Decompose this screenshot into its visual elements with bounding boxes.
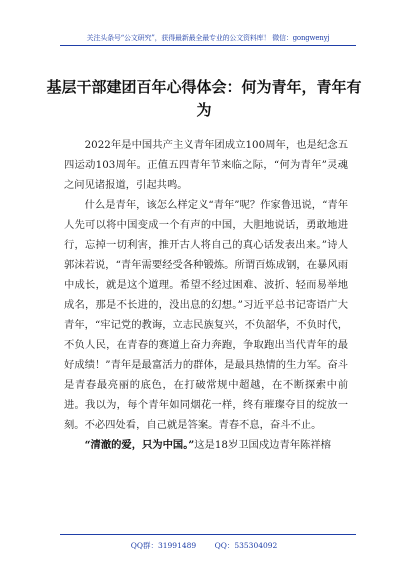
paragraph-1: 2022年是中国共产主义青年团成立100周年，也是纪念五四运动103周年。正值五四青年节来临之际，“何为青年”灵魂之问见诸报道，引起共鸣。 [64,139,348,191]
document-title: 基层干部建团百年心得体会：何为青年，青年有为 [46,78,362,119]
document-body [64,135,348,455]
banner-divider [60,45,356,46]
promo-banner-text: 关注头条号“公文研究”，获得最新最全最专业的公文资料库！ 微信：gongwenyj [86,34,330,42]
paragraph-3 [64,435,348,455]
footer-qq: QQ：535304092 [214,541,278,550]
footer-qq-group: QQ群：31991489 [130,541,197,550]
footer-contact [0,540,408,551]
paragraph-3-text: 这是18岁卫国戍边青年陈祥榕 [194,439,331,451]
paragraph-2: 什么是青年，该怎么样定义“青年”呢？作家鲁迅说，“青年人先可以将中国变成一个有声的中国，大胆地说话，勇敢地进行，忘掉一切利害，推开古人将自己的真心话发表出来。”诗人郭沫若说，“青年需要经受各种锻炼。所谓百炼成钢，在暴风雨中成长，就是这个道理。希望不经过困难、波折、轻而易举地成名，那是不长进的，没出息的幻想。”习近平总书记寄语广大青年，“牢记党的教诲，立志民族复兴，不负韶华，不负时代，不负人民，在青春的赛道上奋力奔跑，争取跑出当代青年的最好成绩！”青年是最富活力的群体，是最具热情的生力军。奋斗是青春最亮丽的底色，在打破常规中超越，在不断探索中前进。我以为，每个青年如同烟花一样，终有璀璨夺目的绽放一刻。不必四处看，自己就是答案。青春不息，奋斗不止。 [64,199,348,431]
paragraph-3-bold-quote: “清澈的爱，只为中国。” [84,439,195,451]
footer-divider [60,534,356,535]
